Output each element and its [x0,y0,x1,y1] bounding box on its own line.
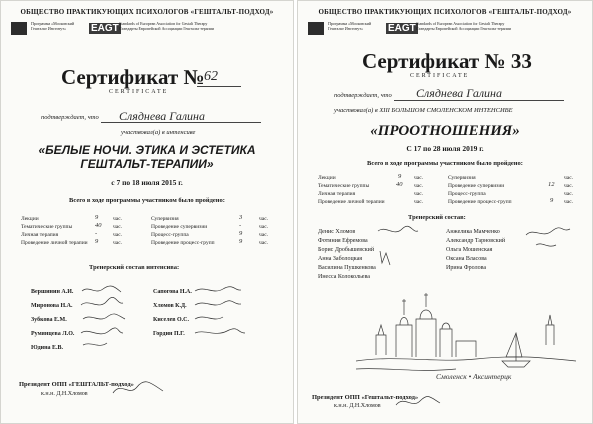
certificate-title: Сертификат № [61,65,205,89]
confirms-label: подтверждает, что [334,92,392,99]
eagt-logo: EAGT [388,23,416,34]
row-label: Супервизия [448,175,476,181]
row-unit: час. [259,232,269,238]
row-label: Проведение личной терапии [318,199,385,205]
president-name: к.н.н. Д.Н.Хломов [334,403,381,409]
row-value: 9 [398,173,402,180]
row-label: Личная терапия [318,191,356,197]
row-value: 9 [95,214,99,221]
event-dates: С 17 по 28 июля 2019 г. [406,144,484,153]
name-underline [394,100,564,101]
president-signature [111,379,171,399]
name-underline [101,122,261,123]
total-label: Всего в ходе программы участником было пройдено: [69,197,225,204]
program-label: Программа «Московский Гештальт Институт» [31,21,75,31]
president-name: к.н.н. Д.Н.Хломов [41,391,88,397]
eagt-logo: EAGT [91,23,119,34]
row-label: Личная терапия [21,232,59,238]
participant-label: участвовал(а) в XIII БОЛЬШОМ СМОЛЕНСКОМ ИНТЕНСИВЕ [334,107,513,114]
trainer-name: Анна Заболоцкая [318,256,363,262]
trainer-name: Вершинин А.И. [31,289,74,295]
row-value: 9 [239,230,243,237]
row-unit: час. [113,216,123,222]
row-unit: час. [259,216,269,222]
institute-logo-icon [308,22,324,35]
trainer-name: Миронова Н.А. [31,303,73,309]
trainer-name: Киселев О.С. [153,317,189,323]
org-title: ОБЩЕСТВО ПРАКТИКУЮЩИХ ПСИХОЛОГОВ «ГЕШТАЛЬТ-ПОДХОД» [20,8,274,16]
number-underline [197,86,241,87]
trainer-name: Фотиния Ефремова [318,238,368,244]
president-signature [394,393,444,411]
certificate-subtitle: CERTIFICATE [109,89,169,95]
row-label: Супервизия [151,216,179,222]
org-title: ОБЩЕСТВО ПРАКТИКУЮЩИХ ПСИХОЛОГОВ «ГЕШТАЛЬТ-ПОДХОД» [318,8,572,16]
trainer-name: Оксана Власова [446,256,487,262]
trainer-signatures [376,225,586,285]
standards-label: Standards of European Association for Gestalt Therapy Стандарты Европейской Ассоциации Гештальт терапии [416,21,511,31]
row-unit: час. [113,232,123,238]
smolensk-caption: Смоленск • Аксинтерцк [436,372,512,381]
row-value: 9 [239,238,243,245]
signature [81,328,123,334]
confirms-label: подтверждает, что [41,114,99,121]
event-title: «БЕЛЫЕ НОЧИ. ЭТИКА И ЭСТЕТИКА ГЕШТАЛЬТ-ТЕРАПИИ» [38,143,256,171]
trainer-name: Анжелика Мамченко [446,229,500,235]
participant-label: участвовал(а) в интенсиве [121,129,196,136]
trainer-name: Румянцева Л.О. [31,331,75,337]
row-unit: час. [414,183,424,189]
signature [83,314,125,319]
row-unit: час. [564,183,574,189]
smolensk-sketch-illustration [356,285,576,385]
trainer-name: Ольга Мошенская [446,247,493,253]
certificate-title: Сертификат № 33 [362,49,532,73]
president-label: Президент ОПП «Гештальт-подход» [312,394,419,401]
row-value: 3 [239,214,243,221]
row-unit: час. [564,199,574,205]
row-unit: час. [564,175,574,181]
president-label: Президент ОПП «ГЕШТАЛЬТ-подход» [19,381,134,388]
trainer-name: Александр Тарновский [446,238,506,244]
trainer-name: Юдина Е.В. [31,345,64,351]
certificate-right [297,0,593,424]
row-unit: час. [259,224,269,230]
institute-logo-icon [11,22,27,35]
row-value: 40 [396,181,403,188]
trainer-name: Ирина Фролова [446,265,486,271]
row-label: Тематические группы [318,183,370,189]
row-unit: час. [113,240,123,246]
row-label: Лекции [318,175,336,181]
recipient-name: Сляднева Галина [416,86,503,100]
recipient-name: Сляднева Галина [119,109,206,123]
row-value: 9 [95,238,99,245]
row-value: - [95,230,98,237]
certificate-left [0,0,294,424]
trainer-name: Инесса Колокольева [318,274,370,280]
signature [195,287,241,291]
trainer-name: Борис Дробышевский [318,247,375,253]
row-value: 12 [548,181,555,188]
row-unit: час. [414,175,424,181]
row-label: Тематические группы [21,224,73,230]
certificate-number: 62 [204,69,218,84]
event-title: «ПРООТНОШЕНИЯ» [370,123,520,139]
trainer-name: Денис Хломов [318,229,356,235]
row-unit: час. [414,199,424,205]
row-label: Лекции [21,216,39,222]
trainer-signatures [77,283,287,355]
row-value: 40 [95,222,102,229]
row-unit: час. [259,240,269,246]
row-value: - [239,222,242,229]
signature [82,286,121,292]
signature [83,343,107,345]
row-unit: час. [564,191,574,197]
program-label: Программа «Московский Гештальт Институт» [328,21,372,31]
trainer-name: Гордин П.Г. [153,331,185,337]
trainer-name: Зубкова Е.М. [31,317,67,323]
row-unit: час. [414,191,424,197]
trainer-name: Хломов К.Д. [153,303,187,309]
signature [195,329,245,334]
total-label: Всего в ходе программы участником было пройдено: [367,160,523,167]
row-label: Проведение личной терапии [21,240,88,246]
trainers-title: Тренерский состав: [408,214,466,221]
trainer-name: Василина Пушкенкова [318,265,376,271]
signature [195,317,223,319]
row-unit: час. [113,224,123,230]
row-value: 9 [550,197,554,204]
trainer-name: Сапогова Н.А. [153,289,192,295]
row-label: Процесс-группа [151,232,189,238]
trainers-title: Тренерский состав интенсива: [89,264,180,271]
row-label: Процесс-группа [448,191,486,197]
event-dates: с 7 по 18 июля 2015 г. [111,178,183,187]
row-label: Проведение супервизии [448,183,505,189]
signature [195,301,241,305]
row-label: Проведение процесс-групп [448,199,512,205]
row-label: Проведение процесс-групп [151,240,215,246]
signature [81,297,123,305]
standards-label: Standards of European Association for Gestalt Therapy Стандарты Европейской Ассоциации Гештальт терапии [119,21,214,31]
certificate-subtitle: CERTIFICATE [410,73,470,79]
row-label: Проведение супервизии [151,224,208,230]
